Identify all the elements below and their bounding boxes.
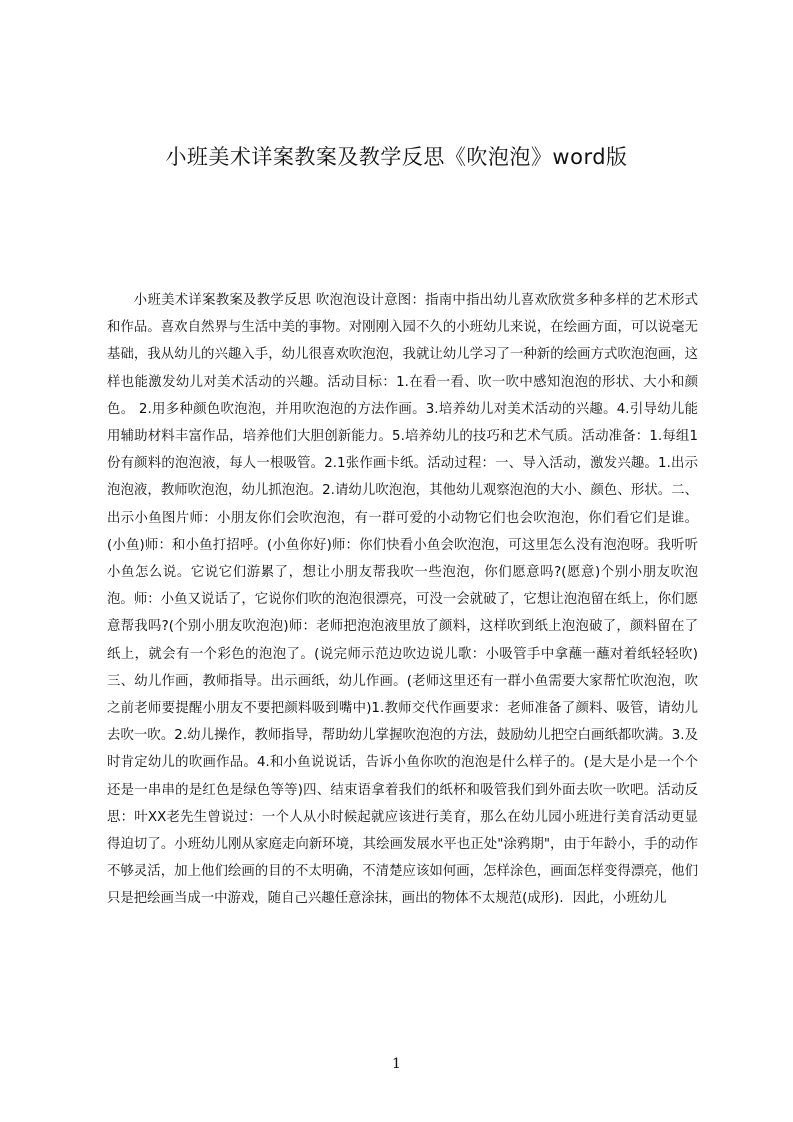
document-title: 小班美术详案教案及教学反思《吹泡泡》word版 (165, 145, 628, 169)
page-number: 1 (392, 1056, 401, 1072)
document-body-paragraph: 小班美术详案教案及教学反思 吹泡泡设计意图：指南中指出幼儿喜欢欣赏多种多样的艺术形式和作品。喜欢自然界与生活中美的事物。对刚刚入园不久的小班幼儿来说，在绘画方面，可以说毫无基础，我从幼儿的兴趣入手，幼儿很喜欢吹泡泡，我就让幼儿学习了一种新的绘画方式吹泡泡画，这样也能激发幼儿对美术活动的兴趣。活动目标：1.在看一看、吹一吹中感知泡泡的形状、大小和颜色。 2.用多种颜色吹泡泡，并用吹泡泡的方法作画。3.培养幼儿对美术活动的兴趣。4.引导幼儿能用辅助材料丰富作品，培养他们大胆创新能力。5.培养幼儿的技巧和艺术气质。活动准备：1.每组1份有颜料的泡泡液，每人一根吸管。2.1张作画卡纸。活动过程：一、导入活动，激发兴趣。1.出示泡泡液，教师吹泡泡，幼儿抓泡泡。2.请幼儿吹泡泡，其他幼儿观察泡泡的大小、颜色、形状。二、出示小鱼图片师：小朋友你们会吹泡泡，有一群可爱的小动物它们也会吹泡泡，你们看它们是谁。(小鱼)师：和小鱼打招呼。(小鱼你好)师：你们快看小鱼会吹泡泡，可这里怎么没有泡泡呀。我听听小鱼怎么说。它说它们游累了，想让小朋友帮我吹一些泡泡，你们愿意吗?(愿意)个别小朋友吹泡泡。师：小鱼又说话了，它说你们吹的泡泡很漂亮，可没一会就破了，它想让泡泡留在纸上，你们愿意帮我吗?(个别小朋友吹泡泡)师：老师把泡泡液里放了颜料，这样吹到纸上泡泡破了，颜料留在了纸上，就会有一个彩色的泡泡了。(说完师示范边吹边说儿歌：小吸管手中拿蘸一蘸对着纸轻轻吹)三、幼儿作画，教师指导。出示画纸，幼儿作画。(老师这里还有一群小鱼需要大家帮忙吹泡泡，吹之前老师要提醒小朋友不要把颜料吸到嘴中)1.教师交代作画要求：老师准备了颜料、吸管，请幼儿去吹一吹。2.幼儿操作，教师指导，帮助幼儿掌握吹泡泡的方法，鼓励幼儿把空白画纸都吹满。3.及时肯定幼儿的吹画作品。4.和小鱼说说话，告诉小鱼你吹的泡泡是什么样子的。(是大是小是一个个还是一串串的是红色是绿色等等)四、结束语拿着我们的纸杯和吸管我们到外面去吹一吹吧。活动反思：叶XX老先生曾说过：一个人从小时候起就应该进行美育，那么在幼儿园小班进行美育活动更显得迫切了。小班幼儿刚从家庭走向新环境，其绘画发展水平也正处"涂鸦期"，由于年龄小，手的动作不够灵活，加上他们绘画的目的不太明确，不清楚应该如何画，怎样涂色，画面怎样变得漂亮，他们只是把绘画当成一中游戏，随自己兴趣任意涂抹，画出的物体不太规范(成形)．因此，小班幼儿 (107, 293, 698, 907)
